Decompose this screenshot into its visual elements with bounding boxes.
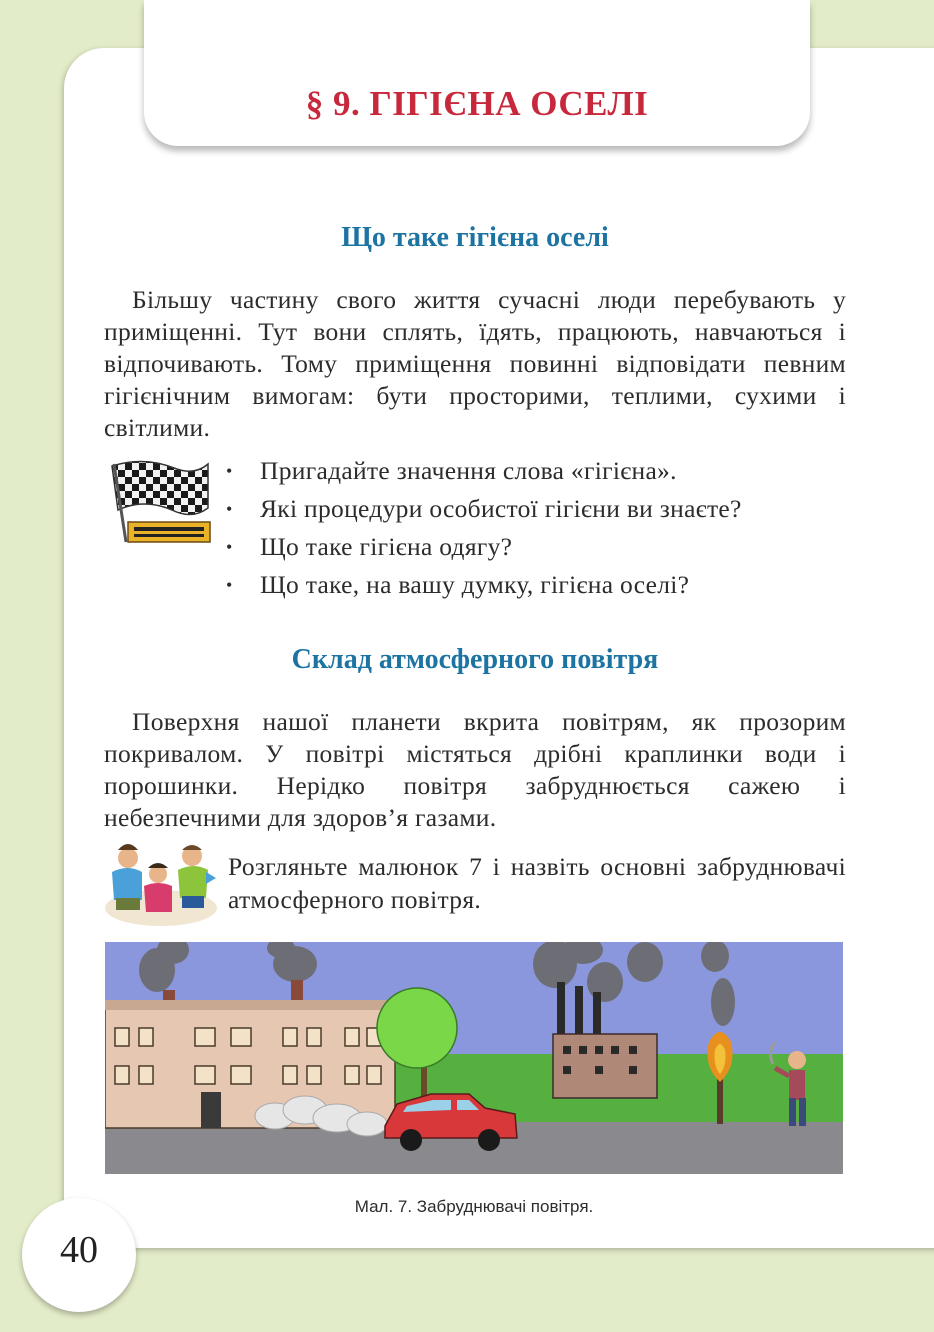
question-item: • Що таке, на вашу думку, гігієна оселі?: [226, 566, 846, 604]
section-heading-home-hygiene: Що таке гігієна оселі: [341, 222, 609, 253]
chapter-title: § 9. ГІГІЄНА ОСЕЛІ: [305, 84, 649, 123]
page-number: 40: [60, 1229, 98, 1271]
question-item: • Пригадайте значення слова «гігієна».: [226, 452, 846, 490]
question-list: [226, 452, 846, 604]
checkered-flag-icon: [104, 456, 214, 548]
group-discussion-icon: [102, 838, 220, 928]
question-item: • Що таке гігієна одягу?: [226, 528, 846, 566]
figure-caption: Мал. 7. Забруднювачі повітря.: [354, 1197, 594, 1216]
chapter-header-tab: [144, 0, 810, 146]
paragraph-home-hygiene: Більшу частину свого життя сучасні люди перебувають у приміщенні. Тут вони сплять, їдять, працюють, навчаються і відпочивають. Тому приміщення повинні відповідати певним гігієнічним вимогам: бути просторими, теплими, сухими і світлими.: [104, 285, 846, 442]
task-text: Розгляньте малюнок 7 і назвіть основні забруднювачі атмосферного повітря.: [228, 852, 846, 914]
question-item: • Які процедури особистої гігієни ви знаєте?: [226, 490, 846, 528]
air-pollution-illustration: [105, 942, 843, 1174]
section-heading-air-composition: Склад атмосферного повітря: [291, 644, 659, 675]
paragraph-air-composition: Поверхня нашої планети вкрита повітрям, як прозорим покривалом. У повітрі містяться дрібні краплинки води і порошинки. Нерідко повітря забруднюється сажею і небезпечними для здоров’я газами.: [104, 707, 846, 832]
